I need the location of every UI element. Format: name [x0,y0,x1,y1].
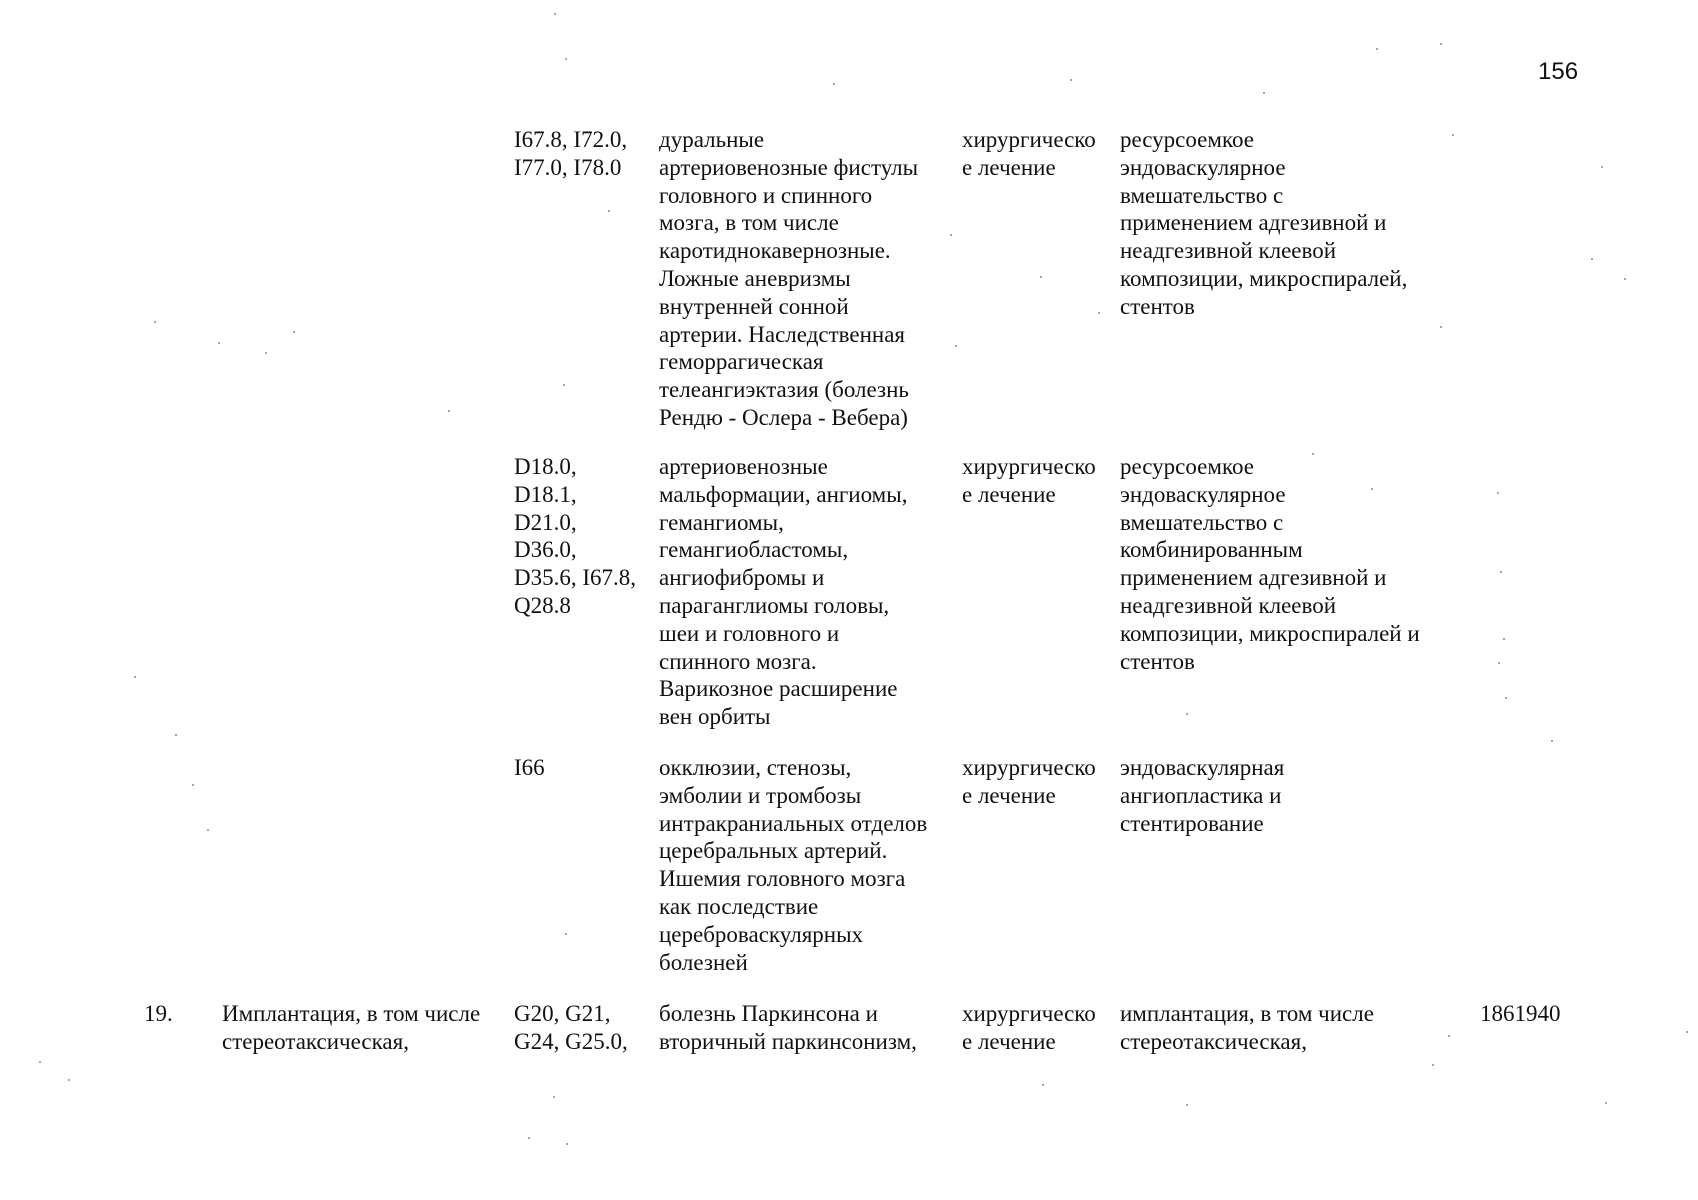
scan-speck [563,384,565,386]
scan-speck [1098,312,1100,314]
icd-codes: D18.0, D18.1, D21.0, D36.0, D35.6, I67.8, Q28.8 [514,454,637,618]
scan-speck [1498,662,1500,664]
treatment-method: ресурсоемкое эндоваскулярное вмешательство с комбинированным применением адгезивной и неадгезивной клеевой композиции, микроспиралей и стентов [1120,454,1420,674]
scan-speck [528,1137,530,1139]
patient-model: артериовенозные мальформации, ангиомы, гемангиомы, гемангиобластомы, ангиофибромы и параганглиомы головы, шеи и головного и спинного мозга. Варикозное расширение вен орбиты [659,454,908,730]
scan-speck [448,410,450,412]
scan-speck [1312,453,1314,455]
treatment-method: имплантация, в том числе стереотаксическая, [1120,1001,1374,1054]
scan-speck [1452,134,1454,136]
scan-speck [39,1061,41,1063]
treatment-type: хирургическо е лечение [962,127,1096,180]
scan-speck [1605,1102,1607,1104]
scan-speck [1551,740,1553,742]
scan-speck [192,784,194,786]
scan-speck [154,321,156,323]
care-type-name: Имплантация, в том числе стереотаксическая, [222,1001,481,1054]
scan-speck [565,933,567,935]
scan-speck [175,734,177,736]
scan-speck [207,829,209,831]
patient-model: дуральные артериовенозные фистулы головного и спинного мозга, в том числе каротиднокавернозные. Ложные аневризмы внутренней сонной артерии. Наследственная геморрагическая телеангиэктазия (болезнь Рендю - Ослера - Вебера) [659,127,919,430]
scan-speck [68,1079,70,1081]
scan-speck [1500,571,1502,573]
treatment-type: хирургическо е лечение [962,755,1096,808]
cost-value: 1861940 [1480,1001,1561,1026]
scan-speck [1624,278,1626,280]
scan-speck [955,345,957,347]
treatment-type: хирургическо е лечение [962,1001,1096,1054]
scan-speck [1448,1035,1450,1037]
treatment-method: эндоваскулярная ангиопластика и стентирование [1120,755,1285,836]
treatment-type: хирургическо е лечение [962,454,1096,507]
scan-speck [1591,258,1593,260]
scan-speck [1505,697,1507,699]
scan-speck [218,342,220,344]
scan-speck [1186,1104,1188,1106]
scan-speck [134,676,136,678]
scan-speck [1263,92,1265,94]
scan-speck [950,234,952,236]
page-number: 156 [1538,58,1579,85]
row-number: 19. [144,1001,173,1026]
scan-speck [565,58,567,60]
scan-speck [1186,713,1188,715]
treatment-method: ресурсоемкое эндоваскулярное вмешательство с применением адгезивной и неадгезивной клеевой композиции, микроспиралей, стентов [1120,127,1408,319]
scan-speck [608,210,610,212]
scan-speck [554,13,556,15]
icd-codes: G20, G21, G24, G25.0, [514,1001,628,1054]
scan-speck [1601,166,1603,168]
scan-speck [1440,326,1442,328]
patient-model: окклюзии, стенозы, эмболии и тромбозы интракраниальных отделов церебральных артерий. Ишемия головного мозга как последствие цереброваскулярных болезней [659,755,928,975]
scan-speck [1376,48,1378,50]
scan-speck [1040,276,1042,278]
scan-speck [1497,492,1499,494]
scan-speck [566,1143,568,1145]
scan-speck [1440,43,1442,45]
icd-codes: I67.8, I72.0, I77.0, I78.0 [514,127,628,180]
scan-speck [1686,1031,1688,1033]
scan-speck [1432,1064,1434,1066]
scan-speck [1070,79,1072,81]
scan-speck [1371,488,1373,490]
scan-speck [553,1096,555,1098]
scan-speck [833,83,835,85]
icd-codes: I66 [514,755,545,780]
scan-speck [293,331,295,333]
patient-model: болезнь Паркинсона и вторичный паркинсонизм, [659,1001,917,1054]
scan-speck [1503,638,1505,640]
scan-speck [1042,1084,1044,1086]
scan-speck [265,352,267,354]
